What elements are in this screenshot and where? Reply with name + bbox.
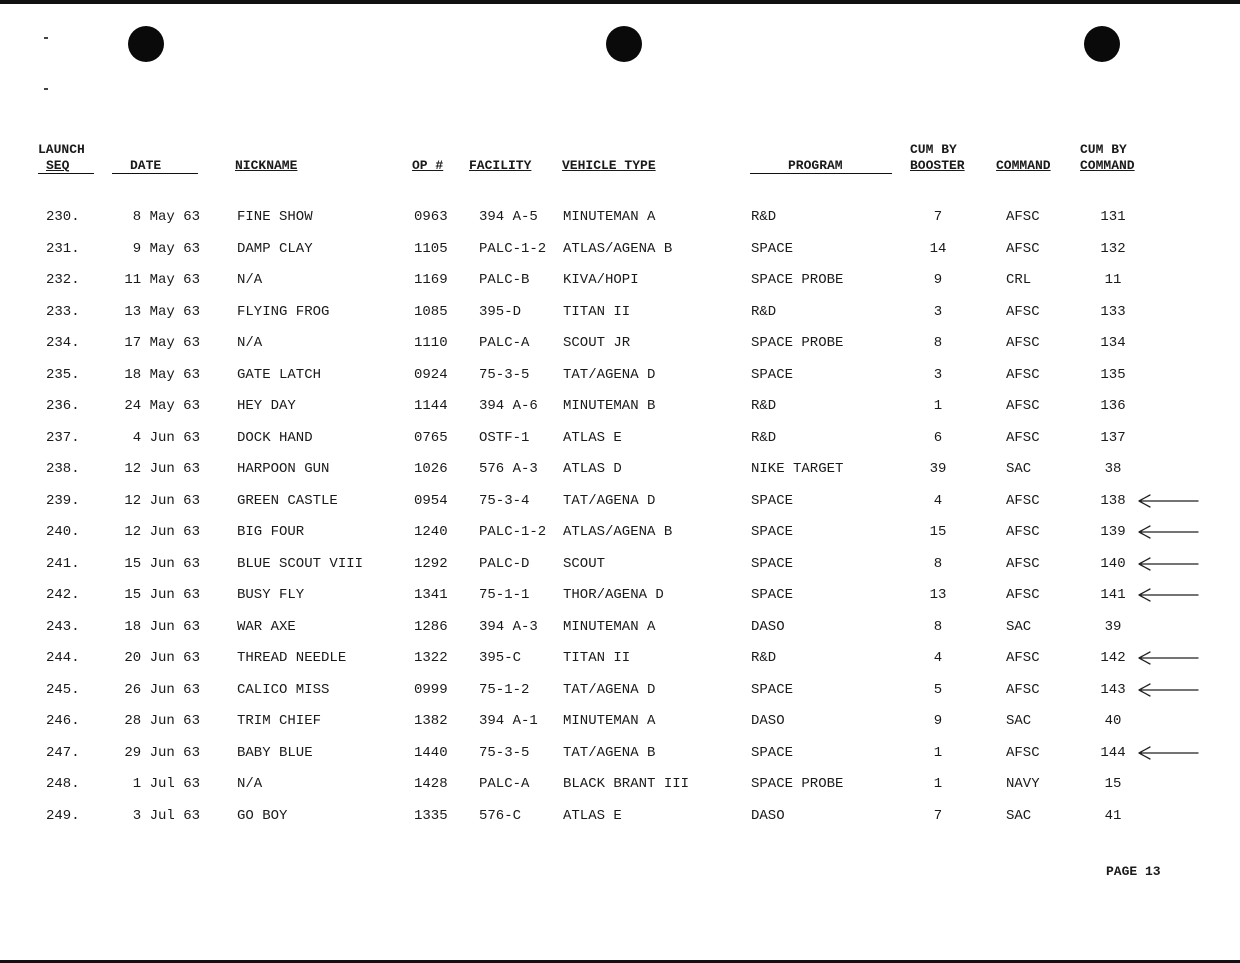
command-cell: SAC <box>1006 713 1032 729</box>
cum-by-command-cell: 141 <box>1100 587 1126 603</box>
facility-cell: 576-C <box>479 807 522 824</box>
program-cell: SPACE <box>751 240 794 257</box>
op-number-cell: 1085 <box>414 303 448 320</box>
date-cell: 12 Jun 63 <box>124 461 200 477</box>
launch-seq-cell: 249. <box>46 807 80 824</box>
command-cell: AFSC <box>1006 681 1040 698</box>
table-row <box>0 710 1240 732</box>
vehicle-type-cell: ATLAS/AGENA B <box>563 524 673 540</box>
cum-by-command-cell: 139 <box>1100 524 1126 540</box>
cum-by-command-cell: 143 <box>1100 681 1126 698</box>
date-cell: 15 Jun 63 <box>124 555 200 572</box>
launch-seq-cell: 244. <box>46 650 80 666</box>
facility-cell: OSTF-1 <box>479 429 530 446</box>
facility-cell: 394 A-1 <box>479 713 538 729</box>
op-number-cell: 1292 <box>414 555 448 572</box>
command-cell: AFSC <box>1006 524 1040 540</box>
facility-cell: PALC-A <box>479 335 530 351</box>
nickname-cell: BLUE SCOUT VIII <box>237 555 364 572</box>
table-row <box>0 490 1240 512</box>
program-cell: SPACE <box>751 524 794 540</box>
cum-by-command-cell: 39 <box>1104 618 1122 635</box>
launch-seq-cell: 246. <box>46 713 80 729</box>
facility-cell: 394 A-5 <box>479 209 538 225</box>
vehicle-type-cell: ATLAS E <box>563 429 622 446</box>
date-cell: 1 Jul 63 <box>132 776 200 792</box>
vehicle-type-cell: TAT/AGENA D <box>563 681 656 698</box>
op-number-cell: 0999 <box>414 681 448 698</box>
program-cell: NIKE TARGET <box>751 461 844 477</box>
header-facility: FACILITY <box>469 158 532 173</box>
program-cell: SPACE PROBE <box>751 272 844 288</box>
nickname-cell: HEY DAY <box>237 398 296 414</box>
launch-seq-cell: 245. <box>46 681 80 698</box>
op-number-cell: 1286 <box>414 618 448 635</box>
command-cell: AFSC <box>1006 366 1040 383</box>
vehicle-type-cell: ATLAS/AGENA B <box>563 240 673 257</box>
cum-by-booster-cell: 1 <box>933 398 943 414</box>
op-number-cell: 1240 <box>414 524 448 540</box>
date-cell: 28 Jun 63 <box>124 713 200 729</box>
cum-by-command-cell: 40 <box>1104 713 1122 729</box>
op-number-cell: 1026 <box>414 461 448 477</box>
scan-speck <box>44 88 48 90</box>
op-number-cell: 1322 <box>414 650 448 666</box>
op-number-cell: 1144 <box>414 398 448 414</box>
facility-cell: 75-3-4 <box>479 492 530 509</box>
punch-hole-right <box>1084 26 1120 62</box>
vehicle-type-cell: BLACK BRANT III <box>563 776 690 792</box>
handwritten-arrow-icon <box>1136 746 1200 760</box>
date-cell: 13 May 63 <box>124 303 200 320</box>
program-cell: R&D <box>751 209 777 225</box>
handwritten-arrow-icon <box>1136 588 1200 602</box>
table-row <box>0 364 1240 386</box>
program-cell: SPACE <box>751 681 794 698</box>
cum-by-booster-cell: 8 <box>933 555 943 572</box>
nickname-cell: N/A <box>237 776 263 792</box>
date-cell: 9 May 63 <box>132 240 200 257</box>
cum-by-command-cell: 133 <box>1100 303 1126 320</box>
cum-by-booster-cell: 9 <box>933 713 943 729</box>
cum-by-booster-cell: 1 <box>933 744 943 761</box>
header-op-number: OP # <box>412 158 444 173</box>
vehicle-type-cell: SCOUT JR <box>563 335 631 351</box>
command-cell: SAC <box>1006 807 1032 824</box>
facility-cell: PALC-D <box>479 555 530 572</box>
table-row <box>0 427 1240 449</box>
cum-by-booster-cell: 7 <box>933 807 943 824</box>
vehicle-type-cell: KIVA/HOPI <box>563 272 639 288</box>
nickname-cell: DOCK HAND <box>237 429 313 446</box>
launch-seq-cell: 232. <box>46 272 80 288</box>
cum-by-command-cell: 132 <box>1100 240 1126 257</box>
op-number-cell: 1440 <box>414 744 448 761</box>
cum-by-command-cell: 15 <box>1104 776 1122 792</box>
table-row <box>0 553 1240 575</box>
nickname-cell: BUSY FLY <box>237 587 305 603</box>
nickname-cell: FLYING FROG <box>237 303 330 320</box>
facility-cell: 394 A-6 <box>479 398 538 414</box>
vehicle-type-cell: TITAN II <box>563 650 631 666</box>
handwritten-arrow-icon <box>1136 494 1200 508</box>
cum-by-command-cell: 134 <box>1100 335 1126 351</box>
vehicle-type-cell: MINUTEMAN A <box>563 713 656 729</box>
launch-seq-cell: 231. <box>46 240 80 257</box>
nickname-cell: GATE LATCH <box>237 366 322 383</box>
cum-by-command-cell: 38 <box>1104 461 1122 477</box>
op-number-cell: 1169 <box>414 272 448 288</box>
cum-by-command-cell: 137 <box>1100 429 1126 446</box>
program-cell: SPACE <box>751 587 794 603</box>
header-program: PROGRAM <box>788 158 843 173</box>
nickname-cell: FINE SHOW <box>237 209 313 225</box>
header-nickname: NICKNAME <box>235 158 298 173</box>
program-cell: SPACE <box>751 555 794 572</box>
nickname-cell: DAMP CLAY <box>237 240 313 257</box>
date-cell: 11 May 63 <box>124 272 200 288</box>
cum-by-command-cell: 41 <box>1104 807 1122 824</box>
vehicle-type-cell: MINUTEMAN A <box>563 618 656 635</box>
op-number-cell: 0765 <box>414 429 448 446</box>
facility-cell: 75-1-1 <box>479 587 530 603</box>
date-cell: 18 May 63 <box>124 366 200 383</box>
table-header <box>0 138 1240 178</box>
op-number-cell: 1382 <box>414 713 448 729</box>
command-cell: AFSC <box>1006 650 1040 666</box>
nickname-cell: N/A <box>237 272 263 288</box>
vehicle-type-cell: TAT/AGENA B <box>563 744 656 761</box>
facility-cell: PALC-B <box>479 272 530 288</box>
table-row <box>0 269 1240 291</box>
launch-seq-cell: 241. <box>46 555 80 572</box>
nickname-cell: THREAD NEEDLE <box>237 650 347 666</box>
op-number-cell: 0954 <box>414 492 448 509</box>
header-rule <box>112 173 198 174</box>
header-rule <box>38 173 94 174</box>
program-cell: SPACE PROBE <box>751 776 844 792</box>
header-cum-by-booster: CUM BY BOOSTER <box>910 142 965 173</box>
cum-by-booster-cell: 8 <box>933 618 943 635</box>
date-cell: 17 May 63 <box>124 335 200 351</box>
facility-cell: 395-C <box>479 650 522 666</box>
facility-cell: 75-3-5 <box>479 366 530 383</box>
cum-by-command-cell: 131 <box>1100 209 1126 225</box>
launch-seq-cell: 242. <box>46 587 80 603</box>
cum-by-booster-cell: 8 <box>933 335 943 351</box>
nickname-cell: WAR AXE <box>237 618 296 635</box>
cum-by-command-cell: 142 <box>1100 650 1126 666</box>
table-row <box>0 679 1240 701</box>
command-cell: SAC <box>1006 461 1032 477</box>
vehicle-type-cell: TAT/AGENA D <box>563 492 656 509</box>
handwritten-arrow-icon <box>1136 683 1200 697</box>
nickname-cell: N/A <box>237 335 263 351</box>
program-cell: DASO <box>751 807 785 824</box>
nickname-cell: BABY BLUE <box>237 744 313 761</box>
date-cell: 24 May 63 <box>124 398 200 414</box>
cum-by-command-cell: 144 <box>1100 744 1126 761</box>
command-cell: AFSC <box>1006 303 1040 320</box>
punch-hole-center <box>606 26 642 62</box>
table-row <box>0 206 1240 228</box>
vehicle-type-cell: MINUTEMAN A <box>563 209 656 225</box>
header-date: DATE <box>130 158 162 173</box>
facility-cell: 576 A-3 <box>479 461 538 477</box>
date-cell: 29 Jun 63 <box>124 744 200 761</box>
table-row <box>0 332 1240 354</box>
cum-by-booster-cell: 13 <box>929 587 947 603</box>
program-cell: SPACE <box>751 366 794 383</box>
scan-speck <box>44 37 48 39</box>
command-cell: AFSC <box>1006 429 1040 446</box>
program-cell: DASO <box>751 618 785 635</box>
nickname-cell: GREEN CASTLE <box>237 492 338 509</box>
launch-seq-cell: 247. <box>46 744 80 761</box>
program-cell: R&D <box>751 398 777 414</box>
facility-cell: PALC-A <box>479 776 530 792</box>
cum-by-command-cell: 138 <box>1100 492 1126 509</box>
program-cell: R&D <box>751 429 777 446</box>
command-cell: AFSC <box>1006 398 1040 414</box>
cum-by-booster-cell: 9 <box>933 272 943 288</box>
table-row <box>0 647 1240 669</box>
command-cell: CRL <box>1006 272 1032 288</box>
facility-cell: PALC-1-2 <box>479 240 547 257</box>
cum-by-booster-cell: 5 <box>933 681 943 698</box>
cum-by-booster-cell: 4 <box>933 650 943 666</box>
date-cell: 15 Jun 63 <box>124 587 200 603</box>
command-cell: AFSC <box>1006 587 1040 603</box>
facility-cell: 394 A-3 <box>479 618 538 635</box>
launch-seq-cell: 238. <box>46 461 80 477</box>
handwritten-arrow-icon <box>1136 557 1200 571</box>
vehicle-type-cell: THOR/AGENA D <box>563 587 664 603</box>
command-cell: AFSC <box>1006 555 1040 572</box>
program-cell: R&D <box>751 650 777 666</box>
command-cell: AFSC <box>1006 335 1040 351</box>
nickname-cell: CALICO MISS <box>237 681 330 698</box>
header-command: COMMAND <box>996 158 1051 173</box>
date-cell: 12 Jun 63 <box>124 492 200 509</box>
handwritten-arrow-icon <box>1136 651 1200 665</box>
program-cell: SPACE <box>751 492 794 509</box>
table-row <box>0 395 1240 417</box>
cum-by-command-cell: 135 <box>1100 366 1126 383</box>
op-number-cell: 1110 <box>414 335 448 351</box>
date-cell: 20 Jun 63 <box>124 650 200 666</box>
vehicle-type-cell: SCOUT <box>563 555 606 572</box>
command-cell: AFSC <box>1006 492 1040 509</box>
launch-seq-cell: 243. <box>46 618 80 635</box>
table-row <box>0 584 1240 606</box>
cum-by-booster-cell: 14 <box>929 240 947 257</box>
op-number-cell: 0963 <box>414 209 448 225</box>
op-number-cell: 1341 <box>414 587 448 603</box>
cum-by-booster-cell: 15 <box>929 524 947 540</box>
facility-cell: 395-D <box>479 303 522 320</box>
cum-by-booster-cell: 7 <box>933 209 943 225</box>
nickname-cell: BIG FOUR <box>237 524 305 540</box>
command-cell: SAC <box>1006 618 1032 635</box>
op-number-cell: 0924 <box>414 366 448 383</box>
facility-cell: 75-3-5 <box>479 744 530 761</box>
cum-by-command-cell: 140 <box>1100 555 1126 572</box>
launch-seq-cell: 230. <box>46 209 80 225</box>
facility-cell: 75-1-2 <box>479 681 530 698</box>
header-cum-by-command: CUM BY COMMAND <box>1080 142 1135 173</box>
header-rule <box>750 173 892 174</box>
cum-by-booster-cell: 4 <box>933 492 943 509</box>
date-cell: 18 Jun 63 <box>124 618 200 635</box>
launch-seq-cell: 248. <box>46 776 80 792</box>
cum-by-booster-cell: 1 <box>933 776 943 792</box>
nickname-cell: TRIM CHIEF <box>237 713 322 729</box>
date-cell: 8 May 63 <box>132 209 200 225</box>
handwritten-arrow-icon <box>1136 525 1200 539</box>
program-cell: SPACE PROBE <box>751 335 844 351</box>
table-row <box>0 742 1240 764</box>
program-cell: SPACE <box>751 744 794 761</box>
cum-by-booster-cell: 39 <box>929 461 947 477</box>
facility-cell: PALC-1-2 <box>479 524 547 540</box>
header-launch-seq: LAUNCH SEQ <box>38 142 85 173</box>
cum-by-booster-cell: 3 <box>933 303 943 320</box>
launch-seq-cell: 234. <box>46 335 80 351</box>
table-row <box>0 773 1240 795</box>
launch-seq-cell: 235. <box>46 366 80 383</box>
cum-by-command-cell: 11 <box>1104 272 1122 288</box>
table-row <box>0 805 1240 827</box>
op-number-cell: 1105 <box>414 240 448 257</box>
op-number-cell: 1428 <box>414 776 448 792</box>
punch-hole-left <box>128 26 164 62</box>
cum-by-command-cell: 136 <box>1100 398 1126 414</box>
command-cell: AFSC <box>1006 744 1040 761</box>
launch-seq-cell: 233. <box>46 303 80 320</box>
launch-seq-cell: 237. <box>46 429 80 446</box>
program-cell: R&D <box>751 303 777 320</box>
nickname-cell: GO BOY <box>237 807 288 824</box>
vehicle-type-cell: TAT/AGENA D <box>563 366 656 383</box>
vehicle-type-cell: TITAN II <box>563 303 631 320</box>
vehicle-type-cell: ATLAS E <box>563 807 622 824</box>
command-cell: NAVY <box>1006 776 1040 792</box>
launch-seq-cell: 240. <box>46 524 80 540</box>
cum-by-booster-cell: 3 <box>933 366 943 383</box>
date-cell: 4 Jun 63 <box>132 429 200 446</box>
program-cell: DASO <box>751 713 785 729</box>
launch-seq-cell: 239. <box>46 492 80 509</box>
date-cell: 3 Jul 63 <box>132 807 200 824</box>
page-number: PAGE 13 <box>1106 864 1161 879</box>
launch-seq-cell: 236. <box>46 398 80 414</box>
table-row <box>0 238 1240 260</box>
header-vehicle-type: VEHICLE TYPE <box>562 158 656 173</box>
table-row <box>0 521 1240 543</box>
table-row <box>0 458 1240 480</box>
vehicle-type-cell: MINUTEMAN B <box>563 398 656 414</box>
table-row <box>0 301 1240 323</box>
table-row <box>0 616 1240 638</box>
date-cell: 26 Jun 63 <box>124 681 200 698</box>
nickname-cell: HARPOON GUN <box>237 461 330 477</box>
command-cell: AFSC <box>1006 209 1040 225</box>
op-number-cell: 1335 <box>414 807 448 824</box>
vehicle-type-cell: ATLAS D <box>563 461 622 477</box>
date-cell: 12 Jun 63 <box>124 524 200 540</box>
cum-by-booster-cell: 6 <box>933 429 943 446</box>
command-cell: AFSC <box>1006 240 1040 257</box>
